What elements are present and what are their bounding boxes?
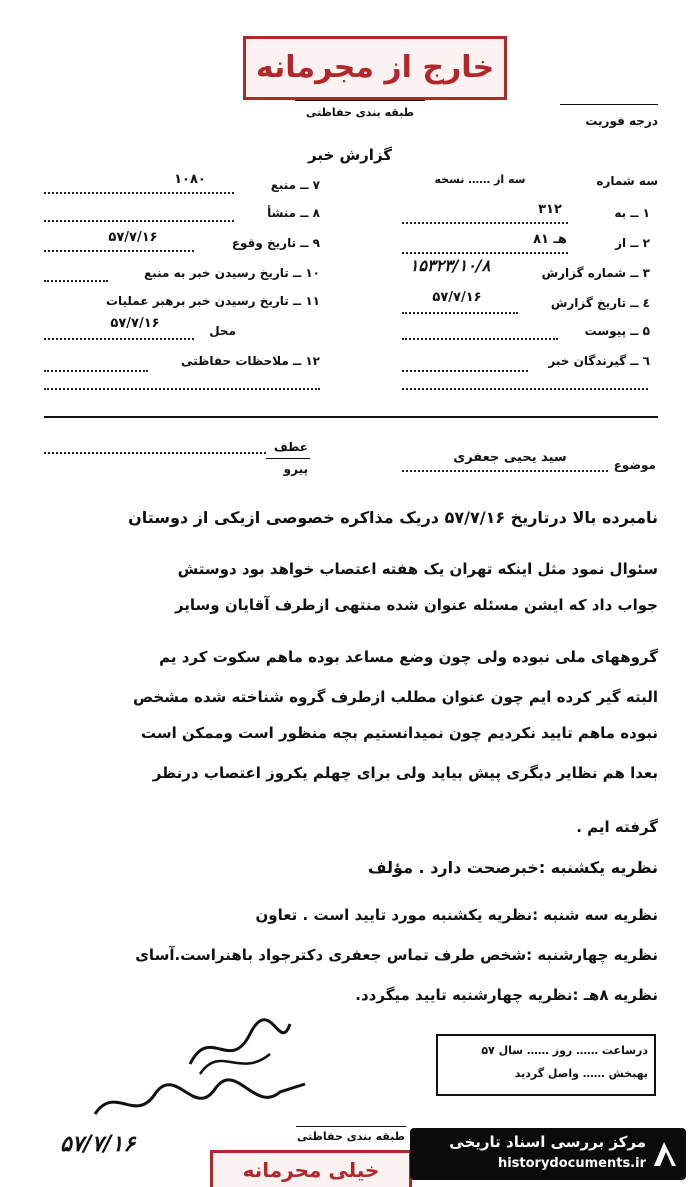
subject-value: سید یحیی جعفری	[453, 450, 567, 465]
field-from-label: ۲ ــ از	[615, 236, 650, 250]
field-security-notes-label: ۱۲ ــ ملاحظات حفاظتی	[181, 354, 320, 368]
field-from-dots	[402, 252, 568, 254]
body-line: البته گیر کرده ایم چون عنوان مطلب ازطرف گروه شناخته شده مشخص	[132, 688, 658, 706]
stamp-underline	[295, 100, 425, 101]
received-line-1: درساعت …… روز …… سال ۵۷	[481, 1044, 648, 1057]
field-to-label: ۱ ــ به	[614, 206, 650, 220]
field-security-notes-dots	[44, 370, 148, 372]
field-attachment-dots	[402, 338, 558, 340]
field-source-dots	[44, 192, 234, 194]
priority-line	[560, 104, 658, 105]
watermark-url: historydocuments.ir	[497, 1156, 646, 1171]
body-line: گرفته ایم .	[576, 818, 658, 836]
followup-label: پیرو	[283, 462, 308, 476]
field-copy-value: سه از …… نسخه	[434, 173, 526, 186]
opinion-line: نظریه چهارشنبه :شخص طرف تماس جعفری دکترجواد باهنراست.آسای	[135, 946, 658, 964]
field-from-value: ۸هـ ۱	[533, 232, 567, 247]
body-line: سئوال نمود مثل اینکه تهران یک هفته اعتصاب خواهد بود دوستش	[177, 560, 658, 578]
watermark	[410, 1128, 686, 1180]
received-stamp-box	[436, 1034, 656, 1096]
field-place-value: ۵۷/۷/۱۶	[110, 316, 160, 331]
subject-label: موضوع	[613, 458, 656, 472]
priority-label: درجه فوریت	[585, 114, 658, 128]
field-report-date-dots	[402, 312, 518, 314]
field-report-date-value: ۵۷/۷/۱۶	[432, 290, 482, 305]
field-to-dots	[402, 222, 568, 224]
field-security-notes-dots-2	[44, 388, 320, 390]
body-line: نامبرده بالا درتاریخ ۵۷/۷/۱۶ دریک مذاکره خصوصی ازیکی از دوستان	[128, 508, 658, 527]
field-report-number-label: ۳ ــ شماره گزارش	[541, 266, 650, 280]
watermark-title: مرکز بررسی اسناد تاریخی	[449, 1133, 646, 1151]
classification-label-bottom: طبقه بندی حفاظتی	[296, 1130, 406, 1143]
field-source-received-dots	[44, 280, 108, 282]
watermark-logo-icon	[650, 1138, 680, 1170]
opinion-line: نظریه ۸هـ :نظریه چهارشنبه تایید میگردد.	[355, 986, 658, 1004]
body-line: جواب داد که ایشن مسئله عنوان شده منتهی ازطرف آقایان وسایر	[174, 596, 658, 614]
field-source-label: ۷ ــ منبع	[270, 178, 320, 192]
field-copy-label: سه شماره	[596, 174, 658, 188]
reference-label: عطف	[273, 440, 308, 454]
field-report-number-value: ۱۵۳۲۳/۱۰/۸	[409, 256, 491, 275]
bottom-confidential-stamp: خیلی محرمانه	[210, 1150, 412, 1187]
reference-divider	[266, 458, 310, 459]
top-confidential-stamp: خارج از مجرمانه	[243, 36, 507, 100]
field-occurrence-date-label: ۹ ــ تاریخ وقوع	[231, 236, 320, 250]
classification-label-top: طبقه بندی حفاظتی	[305, 106, 415, 119]
field-recipients-label: ٦ ــ گیرندگان خبر	[548, 354, 650, 368]
signature-scribble	[180, 1004, 300, 1084]
header-separator	[44, 416, 658, 418]
handwritten-note-scribble	[90, 1074, 310, 1134]
received-line-2: بهبخش …… واصل گردید	[514, 1067, 648, 1080]
subject-dots	[402, 470, 608, 472]
field-source-value: ۱۰۸۰	[174, 172, 206, 187]
field-report-date-label: ٤ ــ تاریخ گزارش	[550, 296, 650, 310]
field-place-label: محل	[209, 324, 236, 338]
field-occurrence-date-dots	[44, 250, 194, 252]
field-origin-dots	[44, 220, 234, 222]
field-attachment-label: ۵ ــ پیوست	[584, 324, 650, 338]
field-recipients-dots	[402, 370, 528, 372]
bottom-classification-line	[296, 1126, 406, 1127]
form-title: گزارش خبر	[307, 146, 393, 164]
body-line: بعدا هم نظایر دیگری پیش بیاید ولی برای چهلم یکروز اعتصاب درنظر	[152, 764, 658, 782]
field-source-received-label: ۱۰ ــ تاریخ رسیدن خبر به منبع	[144, 266, 320, 280]
opinion-line: نظریه سه شنبه :نظریه یکشنبه مورد تایید است . تعاون	[255, 906, 658, 924]
body-line: نبوده ماهم تایید نکردیم چون نمیدانستیم بچه منظور است وممکن است	[140, 724, 658, 742]
field-occurrence-date-value: ۵۷/۷/۱۶	[108, 230, 158, 245]
opinion-line: نظریه یکشنبه :خبرصحت دارد . مؤلف	[367, 858, 658, 877]
field-place-dots	[44, 338, 194, 340]
field-origin-label: ۸ ــ منشأ	[267, 206, 320, 220]
field-ops-received-label: ۱۱ ــ تاریخ رسیدن خبر برهبر عملیات	[105, 294, 320, 308]
handwritten-date: ۵۷/۷/۱۶	[60, 1132, 136, 1157]
field-recipients-dots-2	[402, 388, 648, 390]
field-to-value: ۳۱۲	[538, 202, 562, 217]
reference-dots	[44, 452, 266, 454]
body-line: گروههای ملی نبوده ولی چون وضع مساعد بوده ماهم سکوت کرد یم	[159, 648, 658, 666]
